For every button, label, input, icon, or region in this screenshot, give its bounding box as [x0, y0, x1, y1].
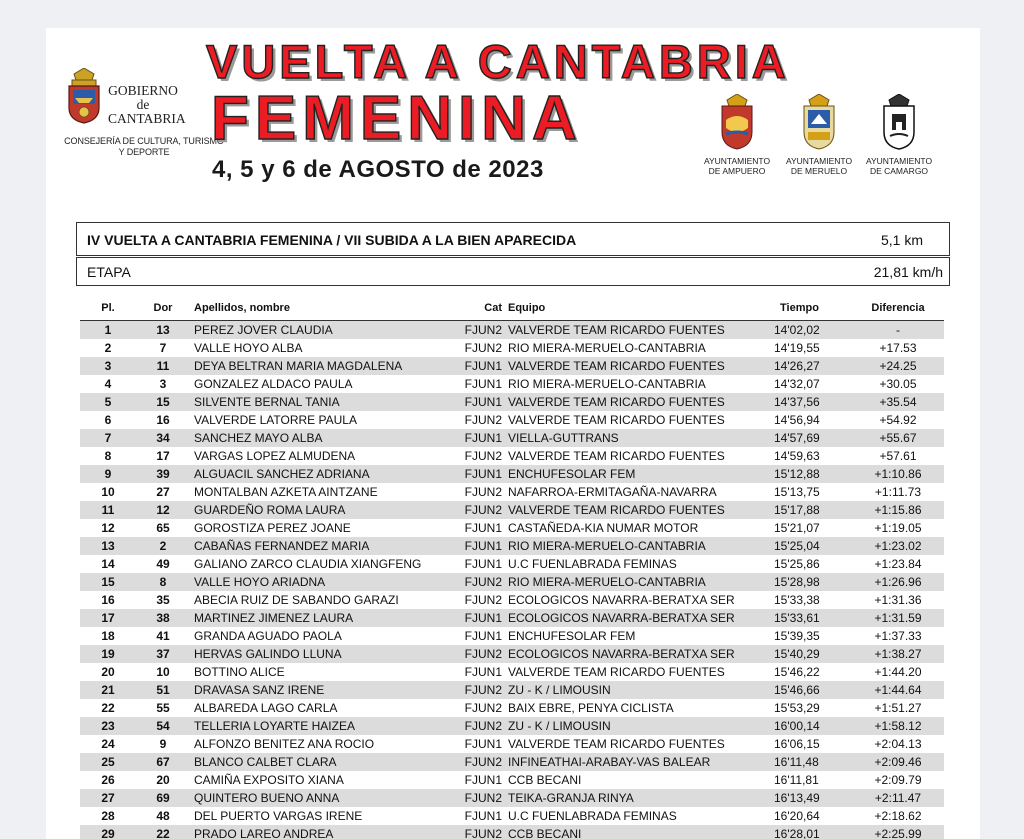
cell-bib: 22: [156, 827, 170, 839]
event-dates: 4, 5 y 6 de AGOSTO de 2023: [212, 156, 544, 183]
cell-bib: 7: [159, 341, 167, 355]
cell-name: DEL PUERTO VARGAS IRENE: [194, 809, 363, 823]
cell-name: CAMIÑA EXPOSITO XIANA: [194, 773, 344, 787]
cell-bib: 3: [159, 377, 167, 391]
cell-time: 15'40,29: [774, 647, 820, 661]
cell-difference: +1:44.64: [874, 683, 922, 697]
cell-position: 4: [104, 377, 112, 391]
cell-team: ENCHUFESOLAR FEM: [508, 467, 636, 481]
cell-name: VALLE HOYO ALBA: [194, 341, 303, 355]
meruelo-shield-icon: [802, 94, 836, 150]
cell-position: 29: [101, 827, 115, 839]
cell-position: 25: [101, 755, 115, 769]
cell-team: RIO MIERA-MERUELO-CANTABRIA: [508, 341, 706, 355]
cell-position: 18: [101, 629, 115, 643]
cell-bib: 20: [156, 773, 170, 787]
table-row: [80, 771, 944, 789]
cell-category: FJUN2: [464, 503, 502, 517]
cell-time: 15'33,61: [774, 611, 820, 625]
cell-category: FJUN2: [464, 341, 502, 355]
cell-team: VALVERDE TEAM RICARDO FUENTES: [508, 737, 725, 751]
table-row: [80, 699, 944, 717]
table-row: [80, 555, 944, 573]
cell-time: 15'13,75: [774, 485, 820, 499]
cell-name: BOTTINO ALICE: [194, 665, 285, 679]
cell-difference: +1:11.73: [874, 485, 922, 499]
cell-bib: 69: [156, 791, 170, 805]
cell-bib: 39: [156, 467, 170, 481]
header-time: Tiempo: [780, 302, 819, 314]
cell-position: 28: [101, 809, 115, 823]
header-position: Pl.: [101, 302, 115, 314]
table-header: [80, 294, 944, 321]
cell-difference: +24.25: [879, 359, 917, 373]
cell-category: FJUN2: [464, 719, 502, 733]
cell-category: FJUN1: [464, 809, 502, 823]
cell-difference: +1:19.05: [874, 521, 922, 535]
cell-team: RIO MIERA-MERUELO-CANTABRIA: [508, 539, 706, 553]
cell-time: 16'00,14: [774, 719, 820, 733]
table-row: [80, 483, 944, 501]
cell-name: GUARDEÑO ROMA LAURA: [194, 503, 346, 517]
cell-team: CASTAÑEDA-KIA NUMAR MOTOR: [508, 521, 699, 535]
cell-category: FJUN1: [464, 377, 502, 391]
cell-team: VALVERDE TEAM RICARDO FUENTES: [508, 323, 725, 337]
cell-bib: 65: [156, 521, 170, 535]
cell-position: 7: [104, 431, 112, 445]
government-line1: GOBIERNO: [108, 83, 178, 98]
table-row: [80, 537, 944, 555]
cell-name: ALGUACIL SANCHEZ ADRIANA: [194, 467, 370, 481]
table-row: [80, 753, 944, 771]
cell-name: GONZALEZ ALDACO PAULA: [194, 377, 353, 391]
cell-position: 17: [101, 611, 115, 625]
cell-bib: 15: [156, 395, 170, 409]
council-ampuero: [702, 94, 772, 176]
cell-difference: +57.61: [879, 449, 917, 463]
cell-position: 15: [101, 575, 115, 589]
table-row: [80, 627, 944, 645]
race-name: IV VUELTA A CANTABRIA FEMENINA / VII SUBIDA A LA BIEN APARECIDA: [87, 232, 577, 248]
government-department: CONSEJERÍA DE CULTURA, TURISMO Y DEPORTE: [64, 136, 224, 157]
cell-team: NAFARROA-ERMITAGAÑA-NAVARRA: [508, 485, 717, 499]
cell-team: RIO MIERA-MERUELO-CANTABRIA: [508, 377, 706, 391]
header-category: Cat: [484, 302, 502, 314]
cell-name: DEYA BELTRAN MARIA MAGDALENA: [194, 359, 403, 373]
cell-time: 15'25,04: [774, 539, 820, 553]
table-row: [80, 609, 944, 627]
cell-category: FJUN2: [464, 791, 502, 805]
council-meruelo-label: AYUNTAMIENTO DE MERUELO: [785, 156, 853, 176]
cell-bib: 49: [156, 557, 170, 571]
cell-team: U.C FUENLABRADA FEMINAS: [508, 557, 677, 571]
cell-position: 14: [101, 557, 115, 571]
cell-bib: 27: [156, 485, 170, 499]
table-row: [80, 681, 944, 699]
cell-time: 15'53,29: [774, 701, 820, 715]
cell-team: ECOLOGICOS NAVARRA-BERATXA SER: [508, 647, 735, 661]
table-row: [80, 825, 944, 839]
cell-position: 27: [101, 791, 115, 805]
cell-category: FJUN1: [464, 431, 502, 445]
event-title-line2: FEMENINA: [211, 84, 583, 153]
cell-team: VALVERDE TEAM RICARDO FUENTES: [508, 395, 725, 409]
cell-category: FJUN1: [464, 521, 502, 535]
cell-difference: +1:31.59: [874, 611, 922, 625]
cell-time: 14'59,63: [774, 449, 820, 463]
cell-bib: 10: [156, 665, 170, 679]
cell-name: GOROSTIZA PEREZ JOANE: [194, 521, 351, 535]
table-row: [80, 321, 944, 339]
cell-position: 11: [101, 503, 115, 517]
council-camargo: [864, 94, 934, 176]
cell-category: FJUN2: [464, 449, 502, 463]
cell-category: FJUN1: [464, 665, 502, 679]
cell-position: 6: [104, 413, 112, 427]
cell-bib: 54: [156, 719, 170, 733]
camargo-shield-icon: [882, 94, 916, 150]
cell-name: SILVENTE BERNAL TANIA: [194, 395, 340, 409]
cell-team: VALVERDE TEAM RICARDO FUENTES: [508, 665, 725, 679]
cell-difference: +1:10.86: [874, 467, 922, 481]
cell-difference: +1:58.12: [874, 719, 922, 733]
cell-time: 15'46,22: [774, 665, 820, 679]
table-row: [80, 807, 944, 825]
cell-bib: 51: [156, 683, 170, 697]
cell-position: 8: [104, 449, 112, 463]
cell-difference: +1:31.36: [874, 593, 922, 607]
header-difference: Diferencia: [871, 302, 925, 314]
table-row: [80, 789, 944, 807]
cell-bib: 13: [156, 323, 170, 337]
ampuero-shield-icon: [720, 94, 754, 150]
table-row: [80, 465, 944, 483]
cell-time: 15'33,38: [774, 593, 820, 607]
table-row: [80, 735, 944, 753]
results-sheet: [46, 28, 980, 839]
cell-position: 5: [104, 395, 112, 409]
cell-name: VARGAS LOPEZ ALMUDENA: [194, 449, 356, 463]
table-row: [80, 429, 944, 447]
government-line3: CANTABRIA: [108, 111, 186, 126]
cell-position: 2: [104, 341, 112, 355]
table-row: [80, 645, 944, 663]
cell-position: 22: [101, 701, 115, 715]
cell-time: 14'57,69: [774, 431, 820, 445]
cell-time: 16'11,81: [774, 773, 819, 787]
cell-name: ALBAREDA LAGO CARLA: [194, 701, 338, 715]
cell-difference: +30.05: [879, 377, 917, 391]
table-row: [80, 393, 944, 411]
cell-category: FJUN1: [464, 773, 502, 787]
results-table: [80, 294, 944, 839]
cell-difference: +1:38.27: [874, 647, 922, 661]
cell-bib: 41: [156, 629, 170, 643]
cell-category: FJUN2: [464, 683, 502, 697]
cell-bib: 67: [156, 755, 170, 769]
cell-time: 16'20,64: [774, 809, 820, 823]
cell-difference: +35.54: [879, 395, 917, 409]
cell-time: 16'11,48: [774, 755, 819, 769]
cell-name: CABAÑAS FERNANDEZ MARIA: [194, 539, 370, 553]
cell-category: FJUN2: [464, 647, 502, 661]
cell-position: 16: [101, 593, 115, 607]
cell-category: FJUN2: [464, 827, 502, 839]
cell-position: 9: [104, 467, 112, 481]
cell-difference: +1:15.86: [874, 503, 922, 517]
cell-team: CCB BECANI: [508, 827, 582, 839]
cell-name: MONTALBAN AZKETA AINTZANE: [194, 485, 378, 499]
government-line2: de: [136, 97, 150, 112]
cell-team: ENCHUFESOLAR FEM: [508, 629, 636, 643]
cell-difference: +1:44.20: [874, 665, 922, 679]
government-logo: [64, 68, 224, 168]
cell-time: 14'32,07: [774, 377, 820, 391]
cell-name: VALVERDE LATORRE PAULA: [194, 413, 357, 427]
cell-name: GALIANO ZARCO CLAUDIA XIANGFENG: [194, 557, 422, 571]
event-title-line1: VUELTA A CANTABRIA: [206, 35, 790, 88]
cell-difference: +1:26.96: [874, 575, 922, 589]
cell-name: TELLERIA LOYARTE HAIZEA: [194, 719, 355, 733]
table-row: [80, 717, 944, 735]
cell-team: TEIKA-GRANJA RINYA: [508, 791, 634, 805]
table-row: [80, 411, 944, 429]
cell-position: 1: [104, 323, 112, 337]
cell-position: 12: [101, 521, 115, 535]
cell-position: 3: [104, 359, 112, 373]
table-row: [80, 447, 944, 465]
cell-difference: +2:09.79: [874, 773, 922, 787]
cell-time: 15'28,98: [774, 575, 820, 589]
cell-team: ECOLOGICOS NAVARRA-BERATXA SER: [508, 611, 735, 625]
cell-name: ABECIA RUIZ DE SABANDO GARAZI: [194, 593, 399, 607]
cell-bib: 16: [156, 413, 170, 427]
cell-name: MARTINEZ JIMENEZ LAURA: [194, 611, 354, 625]
cell-team: INFINEATHAI-ARABAY-VAS BALEAR: [508, 755, 711, 769]
cell-bib: 35: [156, 593, 170, 607]
cell-category: FJUN2: [464, 755, 502, 769]
cell-team: BAIX EBRE, PENYA CICLISTA: [508, 701, 674, 715]
cell-position: 26: [101, 773, 115, 787]
cell-difference: +2:18.62: [874, 809, 922, 823]
stage-info-box: [76, 257, 950, 286]
cell-category: FJUN2: [464, 485, 502, 499]
cell-difference: +55.67: [879, 431, 917, 445]
cell-difference: +1:23.84: [874, 557, 922, 571]
cell-category: FJUN1: [464, 611, 502, 625]
council-camargo-label: AYUNTAMIENTO DE CAMARGO: [865, 156, 933, 176]
cell-difference: +2:11.47: [874, 791, 922, 805]
cell-time: 15'39,35: [774, 629, 820, 643]
cell-time: 16'28,01: [774, 827, 820, 839]
cell-team: VIELLA-GUTTRANS: [508, 431, 619, 445]
cell-category: FJUN2: [464, 323, 502, 337]
cell-category: FJUN2: [464, 413, 502, 427]
cell-time: 15'25,86: [774, 557, 820, 571]
cell-name: GRANDA AGUADO PAOLA: [194, 629, 342, 643]
table-row: [80, 573, 944, 591]
table-row: [80, 357, 944, 375]
cell-bib: 9: [159, 737, 167, 751]
cell-position: 20: [101, 665, 115, 679]
cell-position: 13: [101, 539, 115, 553]
cell-category: FJUN2: [464, 701, 502, 715]
cell-name: SANCHEZ MAYO ALBA: [194, 431, 323, 445]
cell-team: ZU - K / LIMOUSIN: [508, 683, 611, 697]
council-meruelo: [784, 94, 854, 176]
cell-position: 10: [101, 485, 115, 499]
cell-team: RIO MIERA-MERUELO-CANTABRIA: [508, 575, 706, 589]
cell-position: 21: [101, 683, 115, 697]
cell-position: 23: [101, 719, 115, 733]
cell-bib: 17: [156, 449, 170, 463]
cell-team: VALVERDE TEAM RICARDO FUENTES: [508, 413, 725, 427]
cell-name: PRADO LAREO ANDREA: [194, 827, 334, 839]
cell-time: 16'06,15: [774, 737, 820, 751]
cell-position: 19: [101, 647, 115, 661]
cell-category: FJUN1: [464, 359, 502, 373]
race-info-box: [76, 222, 950, 256]
table-row: [80, 375, 944, 393]
cell-bib: 2: [159, 539, 167, 553]
cell-name: BLANCO CALBET CLARA: [194, 755, 337, 769]
table-row: [80, 519, 944, 537]
cell-difference: +17.53: [879, 341, 917, 355]
council-ampuero-label: AYUNTAMIENTO DE AMPUERO: [703, 156, 771, 176]
cell-bib: 48: [156, 809, 170, 823]
cell-difference: +2:25.99: [874, 827, 922, 839]
cell-team: VALVERDE TEAM RICARDO FUENTES: [508, 449, 725, 463]
cell-name: VALLE HOYO ARIADNA: [194, 575, 326, 589]
cell-team: VALVERDE TEAM RICARDO FUENTES: [508, 503, 725, 517]
government-name: [108, 83, 186, 126]
cell-bib: 55: [156, 701, 170, 715]
table-body: [80, 321, 944, 839]
cell-time: 15'12,88: [774, 467, 820, 481]
cell-bib: 38: [156, 611, 170, 625]
cell-difference: +2:09.46: [874, 755, 922, 769]
cell-category: FJUN1: [464, 557, 502, 571]
table-row: [80, 591, 944, 609]
cell-category: FJUN2: [464, 575, 502, 589]
cell-time: 15'21,07: [774, 521, 820, 535]
header-bib: Dor: [153, 302, 173, 314]
cell-time: 14'26,27: [774, 359, 820, 373]
cell-bib: 12: [156, 503, 170, 517]
cell-team: U.C FUENLABRADA FEMINAS: [508, 809, 677, 823]
cell-time: 15'17,88: [774, 503, 820, 517]
cell-difference: +1:37.33: [874, 629, 922, 643]
cell-difference: +54.92: [879, 413, 917, 427]
cell-team: ZU - K / LIMOUSIN: [508, 719, 611, 733]
cell-category: FJUN1: [464, 629, 502, 643]
cell-category: FJUN2: [464, 593, 502, 607]
cell-team: VALVERDE TEAM RICARDO FUENTES: [508, 359, 725, 373]
cell-name: QUINTERO BUENO ANNA: [194, 791, 340, 805]
average-speed: 21,81 km/h: [873, 264, 943, 280]
stage-label: ETAPA: [87, 264, 131, 280]
cell-name: DRAVASA SANZ IRENE: [194, 683, 325, 697]
cell-difference: +1:23.02: [874, 539, 922, 553]
cell-difference: +2:04.13: [874, 737, 922, 751]
cell-time: 15'46,66: [774, 683, 820, 697]
cantabria-shield-icon: [66, 68, 102, 124]
cell-position: 24: [101, 737, 115, 751]
cell-bib: 11: [156, 359, 170, 373]
cell-category: FJUN1: [464, 737, 502, 751]
cell-name: HERVAS GALINDO LLUNA: [194, 647, 342, 661]
table-row: [80, 663, 944, 681]
table-row: [80, 501, 944, 519]
header-name: Apellidos, nombre: [194, 302, 290, 314]
cell-time: 14'02,02: [774, 323, 820, 337]
cell-time: 14'56,94: [774, 413, 820, 427]
cell-name: ALFONZO BENITEZ ANA ROCIO: [194, 737, 375, 751]
cell-team: CCB BECANI: [508, 773, 582, 787]
cell-category: FJUN1: [464, 395, 502, 409]
cell-name: PEREZ JOVER CLAUDIA: [194, 323, 333, 337]
cell-difference: -: [896, 323, 900, 337]
table-row: [80, 339, 944, 357]
cell-bib: 34: [156, 431, 170, 445]
cell-time: 14'19,55: [774, 341, 820, 355]
cell-difference: +1:51.27: [874, 701, 922, 715]
cell-bib: 37: [156, 647, 170, 661]
cell-bib: 8: [159, 575, 167, 589]
cell-category: FJUN1: [464, 467, 502, 481]
cell-team: ECOLOGICOS NAVARRA-BERATXA SER: [508, 593, 735, 607]
cell-category: FJUN1: [464, 539, 502, 553]
cell-time: 16'13,49: [774, 791, 820, 805]
cell-time: 14'37,56: [774, 395, 820, 409]
header-team: Equipo: [508, 302, 546, 314]
race-distance: 5,1 km: [880, 232, 923, 248]
